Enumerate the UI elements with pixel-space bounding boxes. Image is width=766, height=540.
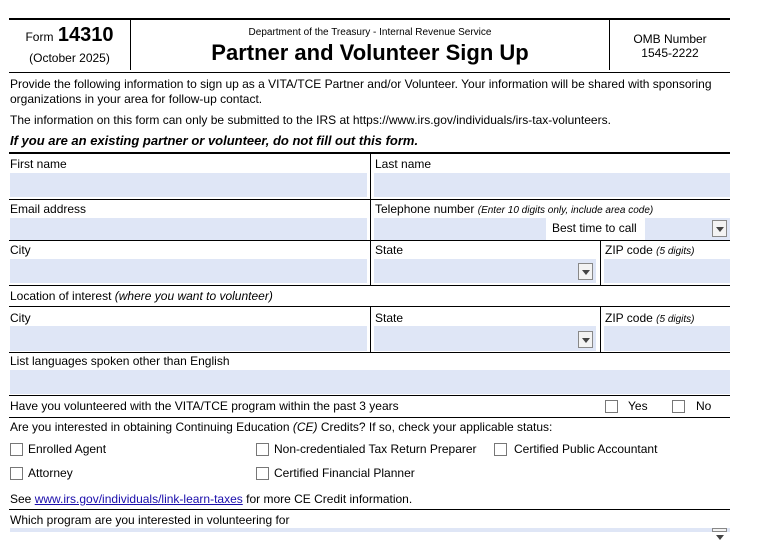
volunteered-yes-checkbox[interactable]: [605, 400, 618, 413]
telephone-label-text: Telephone number: [375, 202, 475, 216]
ce-question-end: Credits? If so, check your applicable status:: [320, 420, 553, 434]
form-number-block: [9, 24, 130, 47]
ce-question-abbr: (CE): [292, 420, 318, 434]
non-credentialed-checkbox[interactable]: [256, 443, 269, 456]
omb-label: OMB Number: [633, 32, 707, 46]
cpa-checkbox[interactable]: [494, 443, 507, 456]
attorney-checkbox[interactable]: [10, 467, 23, 480]
link-learn-taxes-link[interactable]: www.irs.gov/individuals/link-learn-taxes: [34, 492, 243, 506]
program-select[interactable]: [10, 528, 730, 532]
state-select[interactable]: [374, 259, 596, 283]
intro-line-3: The information on this form can only be submitted to the IRS at https://www.irs.gov/individuals/irs-tax-volunteers.: [10, 113, 611, 127]
state2-label: State: [375, 311, 404, 325]
zip-input[interactable]: [604, 259, 730, 283]
ce-see-after: for more CE Credit information.: [246, 492, 413, 506]
best-time-dropdown-arrow[interactable]: [712, 220, 727, 237]
intro-line-1: Provide the following information to sign up as a VITA/TCE Partner and/or Volunteer. Your information will be shared with sponsoring: [10, 77, 712, 91]
form-title: Partner and Volunteer Sign Up: [211, 40, 529, 65]
ce-see-text: See: [10, 492, 32, 506]
email-label: Email address: [10, 202, 87, 216]
form-date: (October 2025): [29, 51, 110, 65]
divider-state2: [600, 307, 601, 353]
city-input[interactable]: [10, 259, 367, 283]
city2-label: City: [10, 311, 31, 325]
divider-city: [370, 241, 371, 285]
cfp-label: Certified Financial Planner: [274, 466, 415, 480]
zip2-label-text: ZIP code: [605, 311, 653, 325]
first-name-input[interactable]: [10, 173, 367, 197]
program-question: Which program are you interested in volunteering for: [10, 513, 290, 527]
divider-ce-bottom: [9, 509, 730, 510]
program-dropdown-arrow[interactable]: [712, 528, 727, 532]
form-prefix: Form: [25, 30, 54, 44]
city2-input[interactable]: [10, 326, 367, 351]
cpa-label: Certified Public Accountant: [514, 442, 658, 456]
divider-names: [370, 154, 371, 200]
telephone-hint: (Enter 10 digits only, include area code): [477, 205, 654, 216]
volunteered-yes-label: Yes: [628, 399, 648, 413]
divider-city-bottom: [9, 285, 730, 286]
last-name-label: Last name: [375, 157, 432, 171]
zip2-hint: (5 digits): [656, 314, 695, 325]
attorney-label: Attorney: [28, 466, 73, 480]
state-dropdown-arrow[interactable]: [578, 263, 593, 280]
zip-label: [605, 243, 695, 257]
divider-state: [600, 241, 601, 285]
telephone-label: [375, 202, 653, 216]
state2-select[interactable]: [374, 326, 596, 351]
telephone-input[interactable]: [374, 218, 546, 240]
cfp-checkbox[interactable]: [256, 467, 269, 480]
state2-dropdown-arrow[interactable]: [578, 331, 593, 348]
existing-warning: If you are an existing partner or volunteer, do not fill out this form.: [10, 133, 419, 148]
divider-volunteered-bottom: [9, 417, 730, 418]
email-input[interactable]: [10, 218, 367, 240]
divider-city2: [370, 307, 371, 353]
divider-email: [370, 200, 371, 240]
languages-label: List languages spoken other than English: [10, 354, 230, 368]
first-name-label: First name: [10, 157, 67, 171]
languages-input[interactable]: [10, 370, 730, 394]
divider-languages-bottom: [9, 395, 730, 396]
ce-question: [10, 420, 552, 434]
enrolled-agent-checkbox[interactable]: [10, 443, 23, 456]
state-label: State: [375, 243, 404, 257]
non-credentialed-label: Non-credentialed Tax Return Preparer: [274, 442, 477, 456]
ce-see-more: [10, 492, 412, 506]
omb-number: 1545-2222: [641, 46, 699, 60]
intro-line-2: organizations in your area for follow-up contact.: [10, 92, 263, 106]
form-number: 14310: [57, 24, 114, 46]
volunteered-no-label: No: [696, 399, 712, 413]
best-time-label: Best time to call: [552, 221, 637, 235]
zip2-label: [605, 311, 695, 325]
volunteered-question: Have you volunteered with the VITA/TCE program within the past 3 years: [10, 399, 399, 413]
divider-city2-bottom: [9, 352, 730, 353]
location-label-text: Location of interest: [10, 289, 112, 303]
city-label: City: [10, 243, 31, 257]
ce-question-start: Are you interested in obtaining Continuing Education: [10, 420, 290, 434]
zip2-input[interactable]: [604, 326, 730, 351]
zip-label-text: ZIP code: [605, 243, 653, 257]
volunteered-no-checkbox[interactable]: [672, 400, 685, 413]
last-name-input[interactable]: [374, 173, 730, 197]
enrolled-agent-label: Enrolled Agent: [28, 442, 107, 456]
agency-name: Department of the Treasury - Internal Revenue Service: [248, 27, 492, 38]
zip-hint: (5 digits): [656, 246, 695, 257]
location-label: [10, 289, 273, 303]
location-hint: (where you want to volunteer): [114, 289, 273, 303]
